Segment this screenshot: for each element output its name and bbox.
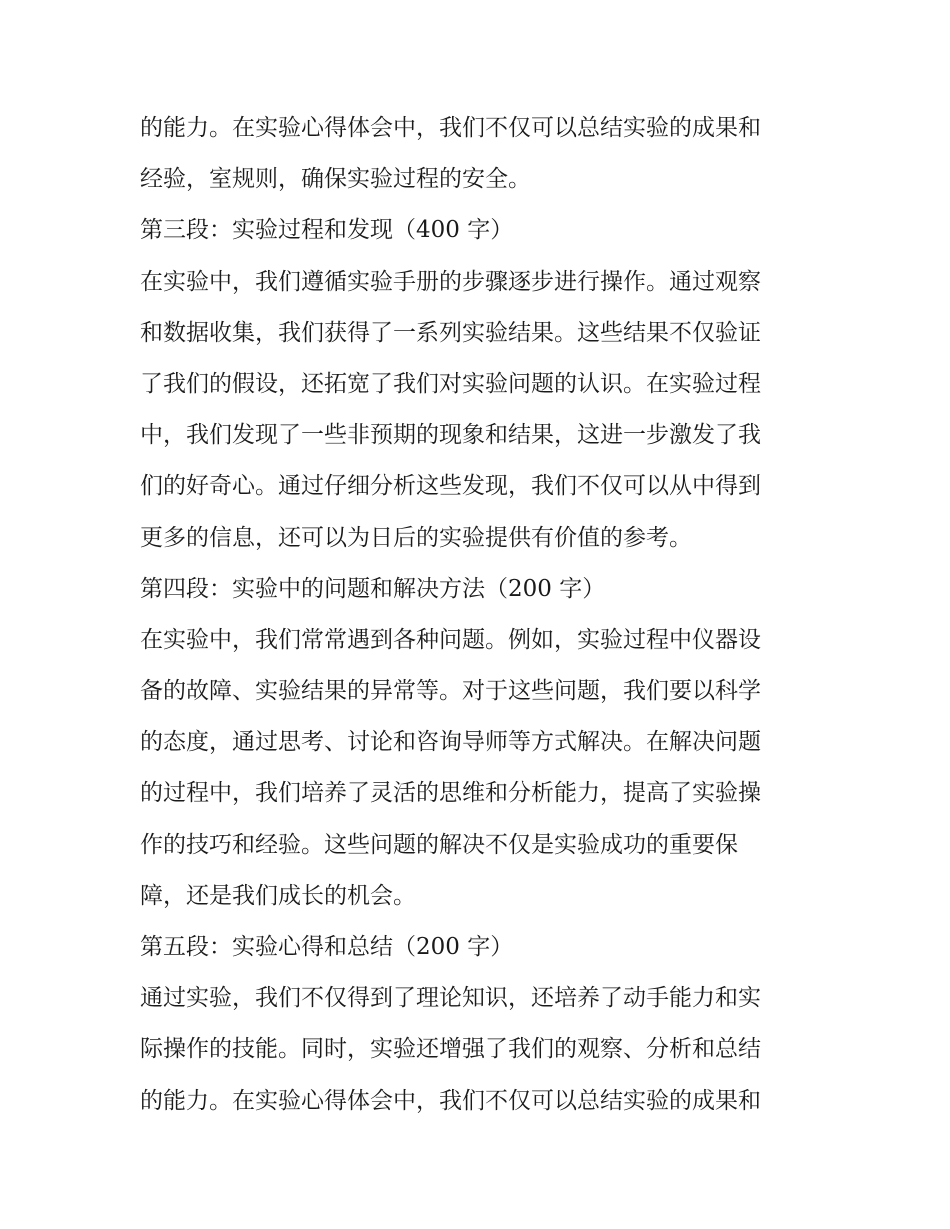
text-line: 中，我们发现了一些非预期的现象和结果，这进一步激发了我 bbox=[140, 422, 761, 449]
section-heading: 第四段：实验中的问题和解决方法（200 字） bbox=[140, 575, 606, 602]
text-line: 际操作的技能。同时，实验还增强了我们的观察、分析和总结 bbox=[140, 1036, 761, 1063]
text-line: 在实验中，我们常常遇到各种问题。例如，实验过程中仪器设 bbox=[140, 626, 761, 653]
text-line: 更多的信息，还可以为日后的实验提供有价值的参考。 bbox=[140, 524, 692, 551]
text-line: 的能力。在实验心得体会中，我们不仅可以总结实验的成果和 bbox=[140, 1087, 761, 1114]
text-line: 障，还是我们成长的机会。 bbox=[140, 882, 416, 909]
text-line: 备的故障、实验结果的异常等。对于这些问题，我们要以科学 bbox=[140, 678, 761, 705]
text-line: 和数据收集，我们获得了一系列实验结果。这些结果不仅验证 bbox=[140, 319, 761, 346]
text-line: 经验，室规则，确保实验过程的安全。 bbox=[140, 166, 531, 193]
section-heading: 第五段：实验心得和总结（200 字） bbox=[140, 934, 514, 960]
document-body bbox=[140, 103, 820, 1127]
text-line: 们的好奇心。通过仔细分析这些发现，我们不仅可以从中得到 bbox=[140, 473, 761, 500]
text-line: 在实验中，我们遵循实验手册的步骤逐步进行操作。通过观察 bbox=[140, 268, 761, 295]
text-line: 了我们的假设，还拓宽了我们对实验问题的认识。在实验过程 bbox=[140, 370, 761, 397]
section-heading: 第三段：实验过程和发现（400 字） bbox=[140, 217, 514, 244]
text-line: 作的技巧和经验。这些问题的解决不仅是实验成功的重要保 bbox=[140, 831, 738, 858]
text-line: 的过程中，我们培养了灵活的思维和分析能力，提高了实验操 bbox=[140, 780, 761, 807]
text-line: 通过实验，我们不仅得到了理论知识，还培养了动手能力和实 bbox=[140, 985, 761, 1012]
text-line: 的态度，通过思考、讨论和咨询导师等方式解决。在解决问题 bbox=[140, 729, 761, 756]
text-line: 的能力。在实验心得体会中，我们不仅可以总结实验的成果和 bbox=[140, 115, 761, 141]
